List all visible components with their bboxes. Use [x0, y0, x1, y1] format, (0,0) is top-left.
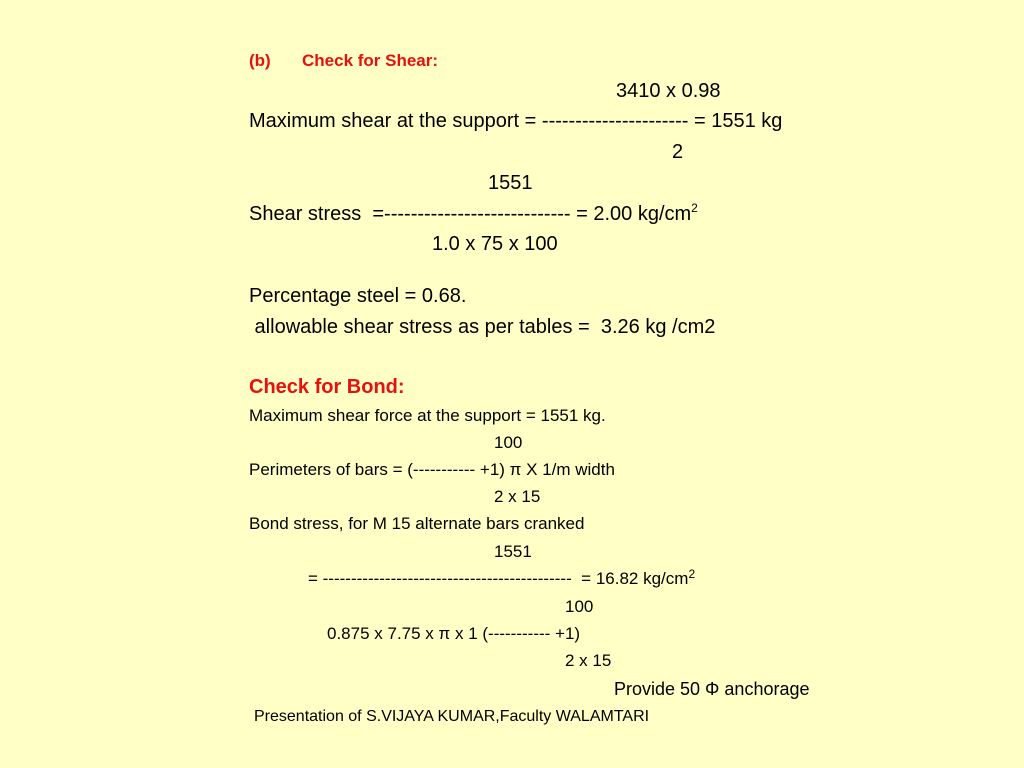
footer-credit: Presentation of S.VIJAYA KUMAR,Faculty WALAMTARI: [254, 708, 650, 725]
perimeter-denominator: 2 x 15: [494, 487, 541, 506]
max-shear-force: Maximum shear force at the support = 1551 kg.: [249, 406, 606, 425]
max-shear-denominator: 2: [672, 141, 684, 163]
max-shear-line: Maximum shear at the support = ---------------------- = 1551 kg: [249, 110, 783, 132]
perimeter-line: Perimeters of bars = (----------- +1) π X 1/m width: [249, 460, 615, 479]
perimeter-numerator: 100: [494, 433, 523, 452]
section-label-b: (b): [249, 51, 271, 70]
bond-inner-numerator: 100: [565, 597, 594, 616]
bond-denominator-line: 0.875 x 7.75 x π x 1 (----------- +1): [327, 624, 581, 643]
shear-stress-denominator: 1.0 x 75 x 100: [432, 233, 558, 255]
shear-heading: Check for Shear:: [302, 51, 439, 70]
shear-stress-numerator: 1551: [488, 172, 533, 194]
shear-stress-line: Shear stress =---------------------------- = 2.00 $kg/cm^2$: [249, 201, 698, 225]
percentage-steel: Percentage steel = 0.68.: [249, 285, 467, 307]
bond-stress-title: Bond stress, for M 15 alternate bars cranked: [249, 514, 585, 533]
bond-inner-denominator: 2 x 15: [565, 651, 612, 670]
bond-stress-numerator: 1551: [494, 542, 532, 561]
bond-heading: Check for Bond:: [249, 376, 405, 398]
anchorage-note: Provide 50 Φ anchorage: [614, 679, 810, 699]
max-shear-numerator: 3410 x 0.98: [616, 80, 721, 102]
bond-stress-line: = -------------------------------------------- = 16.82 $kg/cm^2$: [308, 567, 696, 588]
allowable-shear-stress: allowable shear stress as per tables = 3.26 kg /cm2: [249, 316, 716, 338]
